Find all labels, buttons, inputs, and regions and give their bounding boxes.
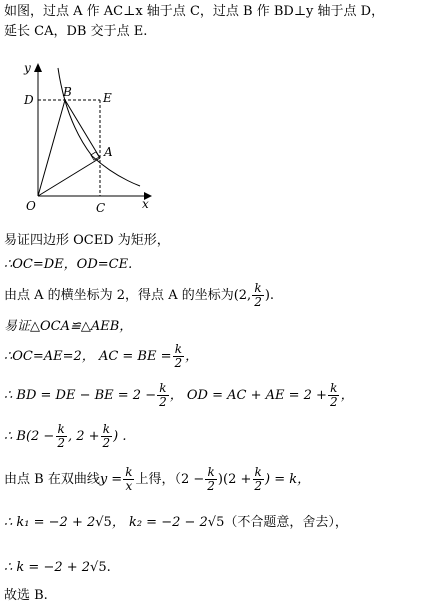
label-D: D: [24, 93, 34, 107]
label-E: E: [103, 91, 112, 105]
line8-part-b: 上得，（2 −: [135, 471, 205, 487]
line5-text: ∴OC=AE=2， AC = BE =: [4, 348, 172, 364]
solution-line-5: [4, 343, 198, 369]
line5-end: ，: [185, 348, 199, 364]
solution-line-1: 易证四边形 OCED 为矩形，: [4, 233, 170, 248]
fraction-k-over-2: $\frac{k}{2}$: [102, 422, 111, 450]
sqrt-5: √5: [90, 560, 107, 575]
label-B: B: [63, 85, 72, 99]
fraction-k-over-2: $\frac{k}{2}$: [254, 281, 262, 309]
fraction-k-over-2: $\frac{k}{2}$: [174, 342, 183, 370]
fraction-k-over-2: $\frac{k}{2}$: [57, 422, 65, 450]
line3-close: ).: [264, 287, 275, 303]
fraction-k-over-2: $\frac{k}{2}$: [207, 465, 215, 493]
line8-part-c: )(2 +: [217, 471, 252, 487]
line9-part-c: （不合题意，舍去），: [224, 515, 348, 530]
line6-part-c: ，: [340, 387, 354, 403]
solution-line-9: [4, 516, 348, 529]
line8-part-a: 由点 B 在双曲线: [4, 471, 100, 487]
geometry-figure: [18, 58, 153, 218]
solution-line-6: [4, 382, 354, 408]
y-axis-arrow: [34, 63, 42, 72]
line7-part-a: ∴ B(2 −: [4, 428, 55, 444]
solution-line-11: 故选 B.: [4, 588, 48, 603]
line9-part-b: ， k₂ = −2 − 2: [111, 515, 208, 530]
line7-part-c: ) .: [113, 428, 127, 444]
label-y: y: [24, 61, 31, 75]
fraction-k-over-2: $\frac{k}{2}$: [254, 465, 263, 493]
line6-part-b: ， OD = AC + AE = 2 +: [169, 387, 327, 403]
line8-y: y =: [99, 471, 123, 487]
solution-line-4: 易证△OCA≌△AEB，: [4, 319, 133, 334]
fraction-k-over-2: $\frac{k}{2}$: [159, 381, 167, 409]
solution-line-2: ∴OC=DE，OD=CE.: [4, 257, 133, 272]
line10-part-b: .: [106, 560, 111, 575]
problem-line-2: 延长 CA，DB 交于点 E.: [4, 24, 148, 39]
line7-part-b: , 2 +: [67, 428, 100, 444]
line3-text: 由点 A 的横坐标为 2，得点 A 的坐标为: [4, 287, 234, 303]
label-C: C: [96, 201, 106, 215]
problem-line-1: 如图，过点 A 作 AC⊥x 轴于点 C，过点 B 作 BD⊥y 轴于点 D，: [4, 4, 385, 19]
label-O: O: [26, 199, 36, 213]
solution-line-7: [4, 423, 127, 449]
line10-part-a: ∴ k = −2 + 2: [4, 560, 91, 575]
segment-BA: [65, 100, 100, 158]
solution-line-10: [4, 561, 111, 574]
sqrt-5: √5: [95, 515, 112, 530]
sqrt-5: √5: [207, 515, 225, 530]
line8-part-d: ) = k，: [265, 471, 311, 487]
solution-line-3: [4, 282, 274, 308]
solution-line-8: [4, 466, 310, 492]
fraction-k-over-x: $\frac{k}{x}$: [125, 465, 133, 493]
fraction-k-over-2: $\frac{k}{2}$: [329, 381, 338, 409]
label-x: x: [142, 197, 149, 211]
label-A: A: [104, 145, 113, 159]
line9-part-a: ∴ k₁ = −2 + 2: [4, 515, 96, 530]
line3-open: (2,: [233, 287, 252, 303]
line6-part-a: ∴ BD = DE − BE = 2 −: [4, 387, 157, 403]
